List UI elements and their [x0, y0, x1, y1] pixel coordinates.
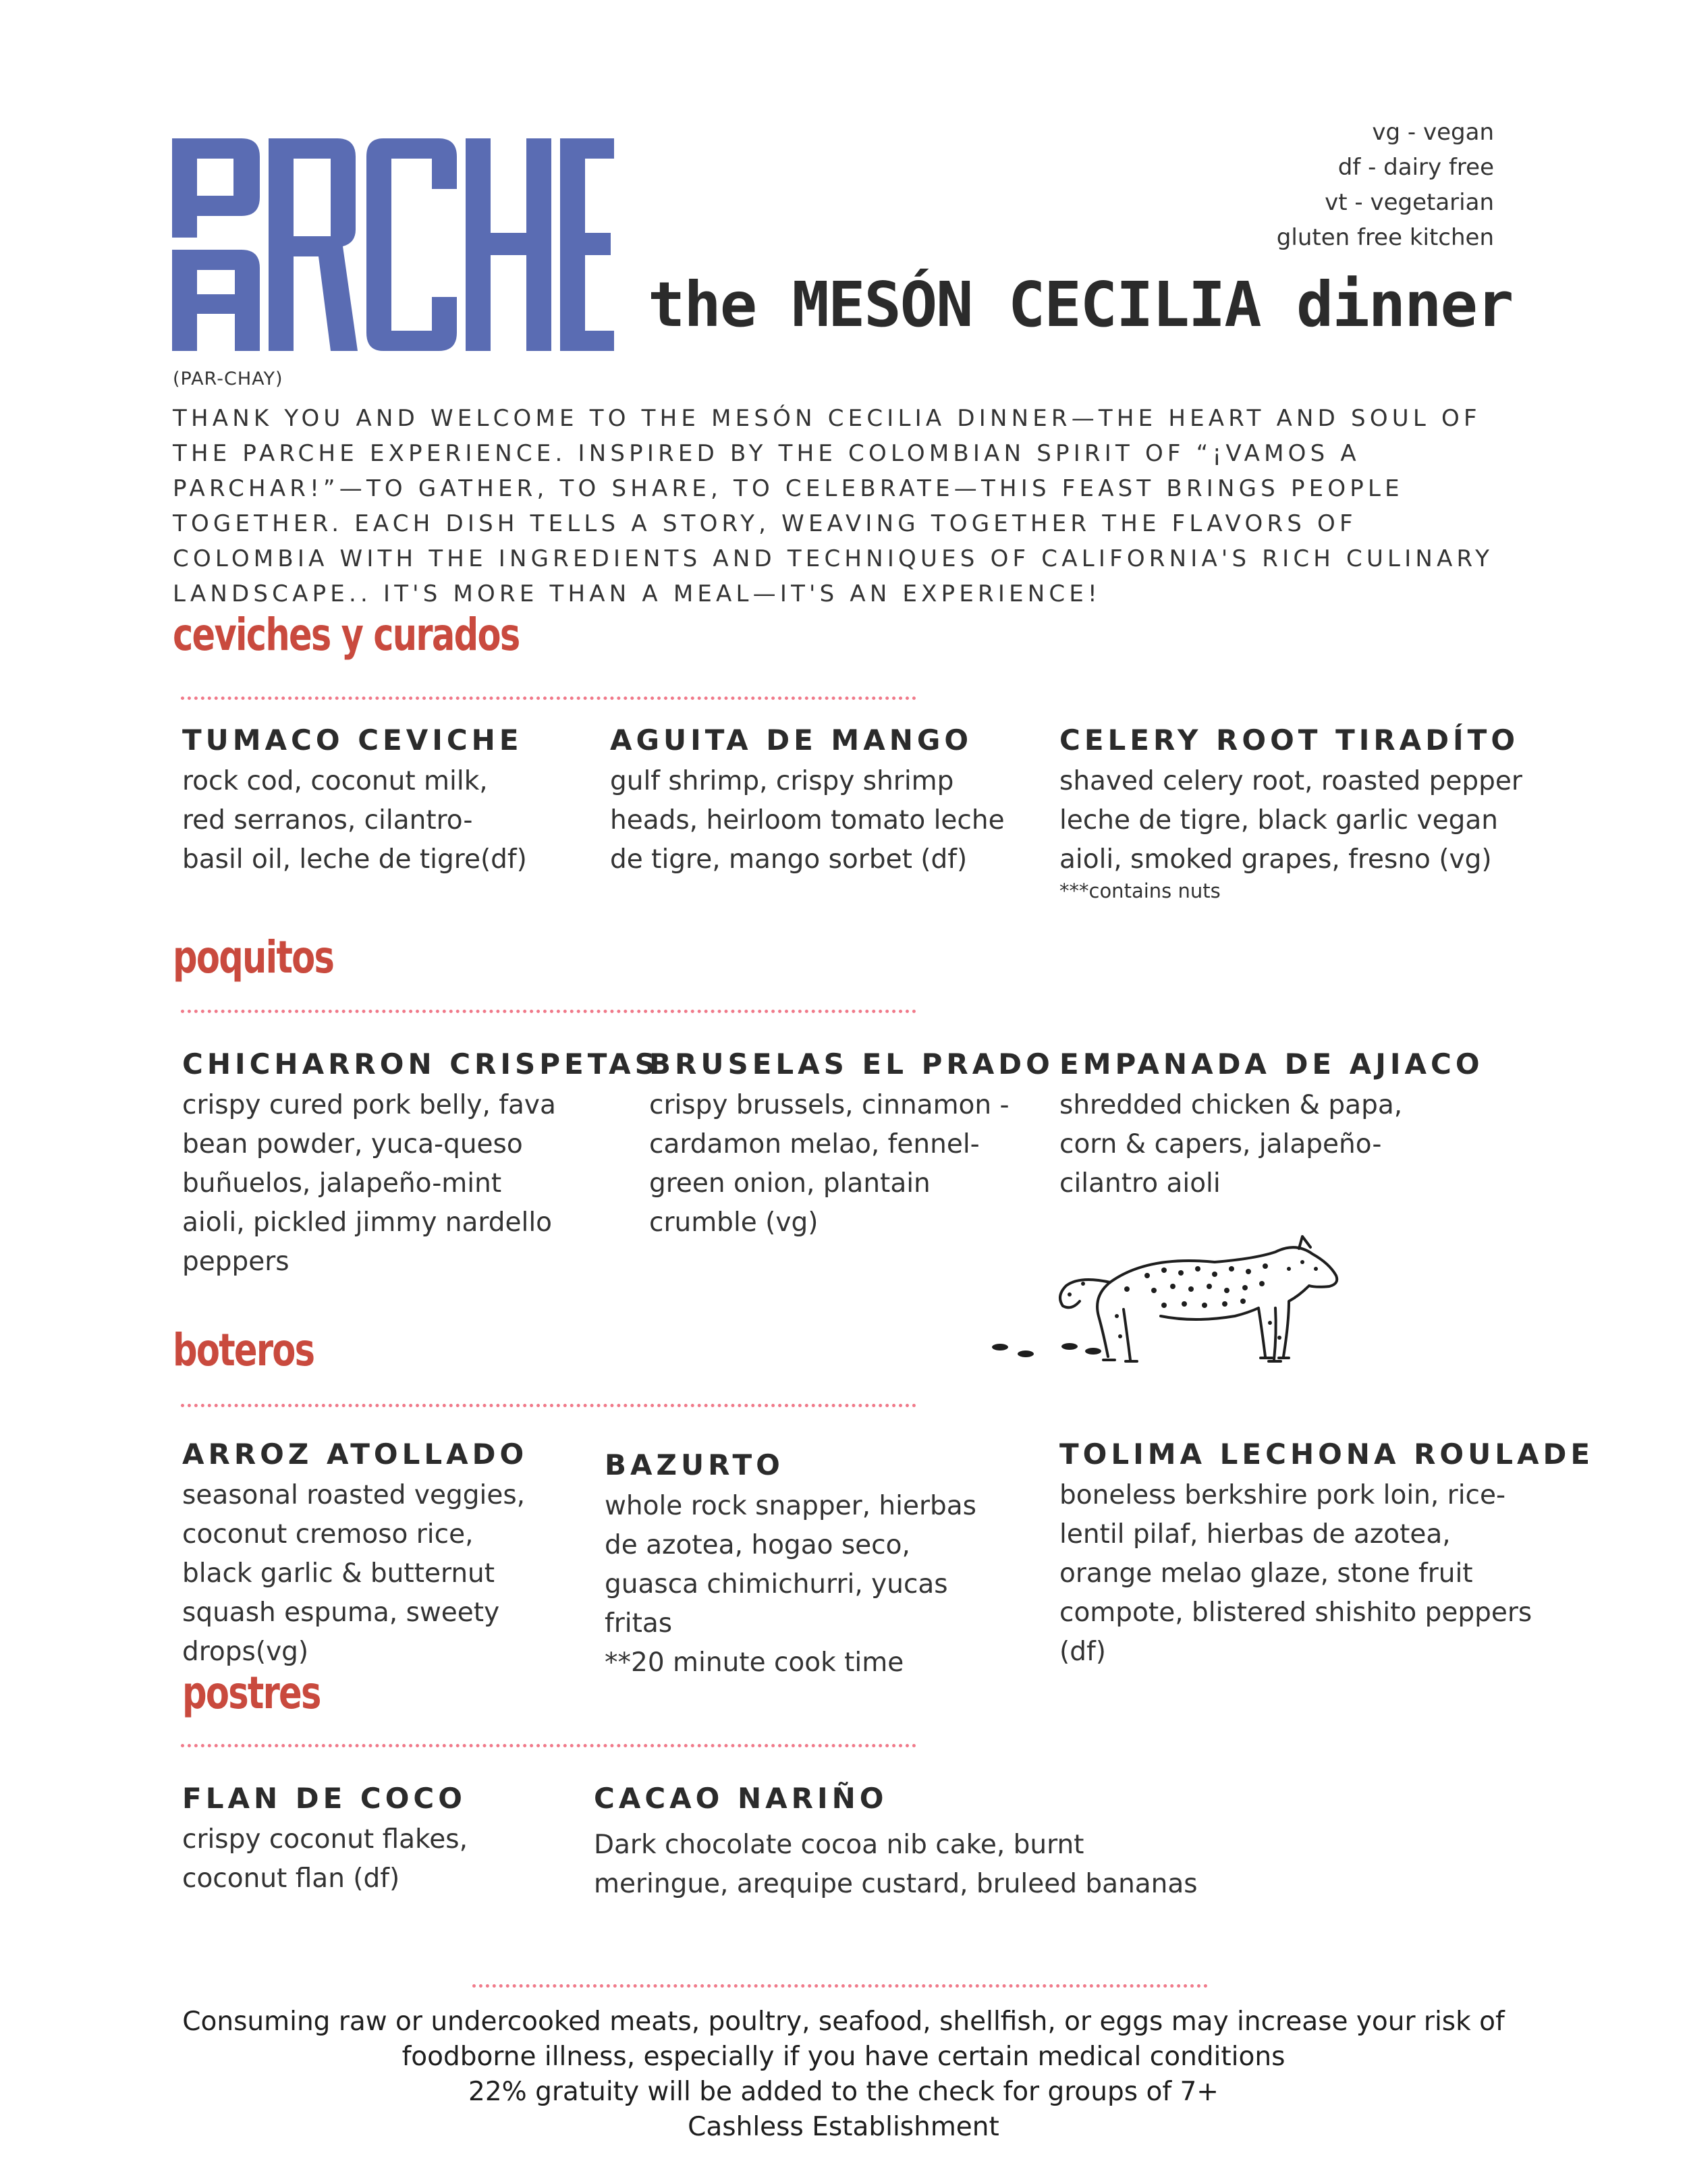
dish-name: BAZURTO	[605, 1448, 784, 1481]
dish-name: TOLIMA LECHONA ROULADE	[1059, 1438, 1595, 1471]
section-divider	[181, 1010, 916, 1013]
footer-line: 22% gratuity will be added to the check for groups of 7+	[468, 2077, 1219, 2107]
dish-bruselas-el-prado	[649, 1047, 1081, 1243]
dish-empanada-de-ajiaco	[1059, 1047, 1491, 1203]
dietary-legend	[1277, 115, 1494, 255]
dish-chicharron-crispetas	[182, 1047, 659, 1282]
dish-description: seasonal roasted veggies, coconut cremoso rice, black garlic & butternut squash espuma, sweety drops(vg)	[182, 1480, 526, 1667]
dish-note: ***contains nuts	[1059, 879, 1221, 902]
dish-name: ARROZ ATOLLADO	[182, 1438, 528, 1471]
dish-celery-root-tiradito	[1059, 724, 1522, 902]
jaguar-icon	[992, 1222, 1356, 1384]
footer-divider	[472, 1984, 1208, 1988]
dish-description: boneless berkshire pork loin, rice-lentil pilaf, hierbas de azotea, orange melao glaze, stone fruit compote, blistered shishito peppers (df)	[1059, 1480, 1532, 1667]
legend-dairy-free: df - dairy free	[1337, 154, 1494, 181]
dish-tolima-lechona-roulade	[1059, 1438, 1595, 1672]
dish-name: BRUSELAS EL PRADO	[649, 1047, 1054, 1081]
intro-text: THANK YOU AND WELCOME TO THE MESÓN CECILIA DINNER—THE HEART AND SOUL OF THE PARCHE EXPERIENCE. INSPIRED BY THE COLOMBIAN SPIRIT OF “¡VAMOS A PARCHAR!”—TO GATHER, TO SHARE, TO CELEBRATE—THIS FEAST BRINGS PEOPLE TOGETHER. EACH DISH TELLS A STORY, WEAVING TOGETHER THE FLAVORS OF COLOMBIA WITH THE INGREDIENTS AND TECHNIQUES OF CALIFORNIA'S RICH CULINARY LANDSCAPE.. IT'S MORE THAN A MEAL—IT'S AN EXPERIENCE!	[173, 405, 1494, 607]
dish-bazurto	[605, 1448, 1036, 1683]
section-divider	[181, 1744, 916, 1747]
dish-arroz-atollado	[182, 1438, 614, 1672]
section-title-ceviches: ceviches y curados	[173, 609, 520, 661]
dish-name: CACAO NARIÑO	[594, 1782, 888, 1815]
dish-name: EMPANADA DE AJIACO	[1059, 1047, 1484, 1081]
dish-name: TUMACO CEVICHE	[182, 724, 523, 757]
section-title-poquitos: poquitos	[173, 931, 334, 983]
pronunciation: (PAR-CHAY)	[173, 368, 283, 389]
footer-line: Cashless Establishment	[688, 2112, 999, 2142]
section-title-boteros: boteros	[173, 1324, 314, 1376]
dish-name: AGUITA DE MANGO	[610, 724, 973, 757]
dish-cacao-narino	[594, 1782, 1201, 1904]
dish-description: crispy cured pork belly, fava bean powder, yuca-queso buñuelos, jalapeño-mint aioli, pickled jimmy nardello peppers	[182, 1090, 556, 1277]
dish-flan-de-coco	[182, 1782, 614, 1899]
dish-description: shredded chicken & papa, corn & capers, jalapeño-cilantro aioli	[1059, 1090, 1403, 1199]
parche-logo-graphic	[169, 135, 614, 358]
section-divider	[181, 1404, 916, 1407]
dinner-title: the MESÓN CECILIA dinner	[648, 269, 1513, 341]
dish-note: **20 minute cook time	[605, 1647, 904, 1678]
legend-gluten-free: gluten free kitchen	[1276, 224, 1494, 251]
footer-line: Consuming raw or undercooked meats, poultry, seafood, shellfish, or eggs may increase your risk of	[182, 2006, 1505, 2037]
dish-aguita-de-mango	[610, 724, 1042, 879]
dish-name: FLAN DE COCO	[182, 1782, 466, 1815]
legend-vegetarian: vt - vegetarian	[1325, 189, 1494, 216]
dish-tumaco-ceviche	[182, 724, 614, 879]
dish-description: crispy coconut flakes, coconut flan (df)	[182, 1824, 468, 1894]
parche-logo	[169, 135, 614, 358]
section-title-postres: postres	[182, 1667, 321, 1719]
legend-vegan: vg - vegan	[1372, 119, 1494, 146]
dish-description: shaved celery root, roasted pepper leche de tigre, black garlic vegan aioli, smoked grapes, fresno (vg)	[1059, 766, 1522, 875]
dish-description: rock cod, coconut milk, red serranos, cilantro-basil oil, leche de tigre(df)	[182, 766, 527, 875]
footer-notice	[169, 2004, 1518, 2145]
dish-name: CELERY ROOT TIRADÍTO	[1059, 724, 1520, 757]
footer-line: foodborne illness, especially if you have certain medical conditions	[402, 2042, 1285, 2072]
dish-description: whole rock snapper, hierbas de azotea, hogao seco, guasca chimichurri, yucas fritas	[605, 1491, 976, 1639]
dish-description: Dark chocolate cocoa nib cake, burnt meringue, arequipe custard, bruleed bananas	[594, 1830, 1198, 1899]
dish-description: gulf shrimp, crispy shrimp heads, heirloom tomato leche de tigre, mango sorbet (df)	[610, 766, 1005, 875]
jaguar-illustration	[992, 1222, 1356, 1384]
dish-name: CHICHARRON CRISPETAS	[182, 1047, 659, 1081]
dish-description: crispy brussels, cinnamon -cardamon melao, fennel-green onion, plantain crumble (vg)	[649, 1090, 1010, 1238]
section-divider	[181, 697, 916, 700]
